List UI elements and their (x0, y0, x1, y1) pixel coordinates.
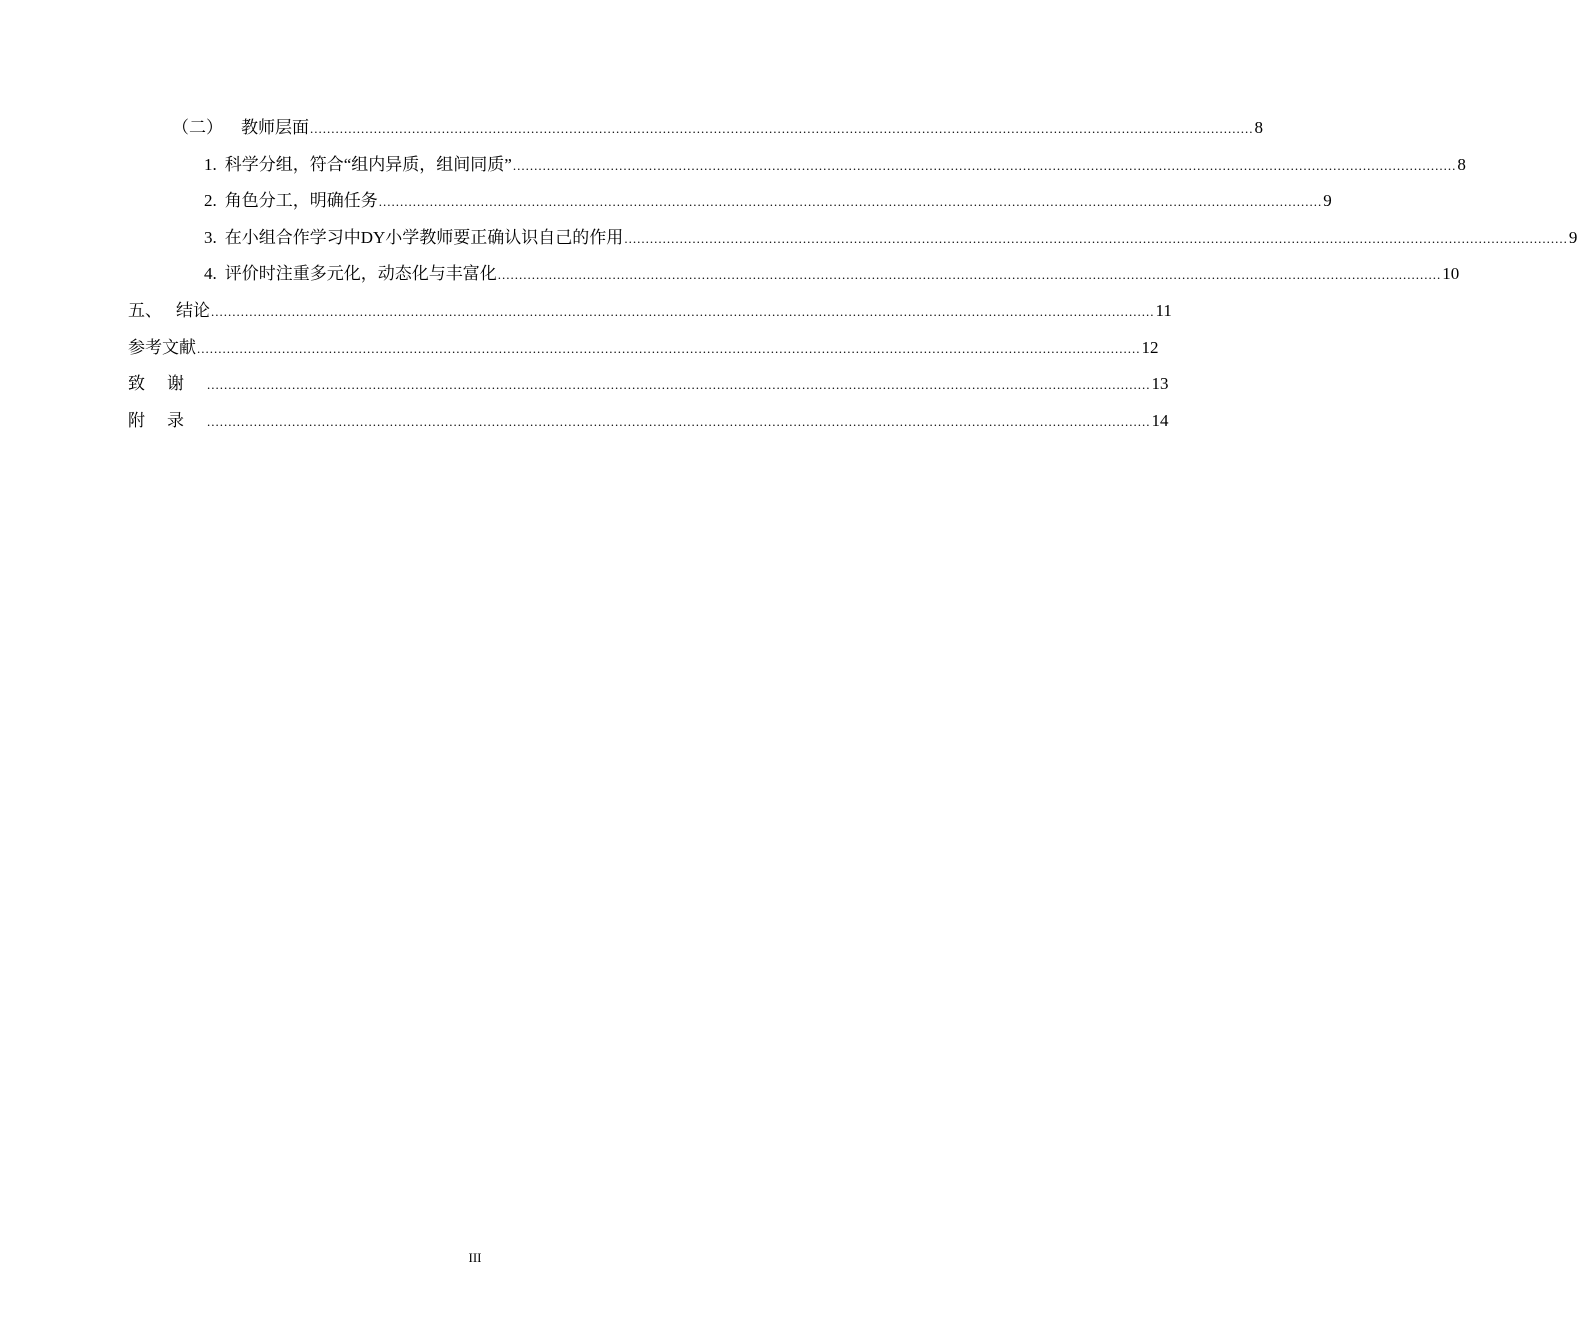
toc-entry-title: 附录 (128, 410, 206, 430)
toc-dot-leader: .............................................................................................................................................................................................................................. (310, 121, 1254, 136)
toc-dot-leader: .............................................................................................................................................................................................................................. (197, 340, 1141, 356)
toc-dot-leader: .............................................................................................................................................................................................................................. (207, 377, 1151, 393)
toc-dot-leader: .............................................................................................................................................................................................................................. (512, 157, 1457, 173)
toc-dot-leader: .............................................................................................................................................................................................................................. (378, 194, 1323, 210)
toc-entry-page: 14 (1151, 410, 1169, 430)
toc-entry-page: 10 (1442, 264, 1460, 284)
page-number-footer: III (468, 1250, 482, 1265)
toc-entry-page: 8 (1254, 118, 1263, 137)
toc-entry-title: 评价时注重多元化，动态化与丰富化 (224, 264, 497, 284)
toc-entry-acknowledgements[interactable] (128, 366, 1169, 403)
toc-entry-title: 科学分组，符合“组内异质，组间同质” (224, 154, 512, 174)
toc-entry-page: 9 (1323, 191, 1332, 211)
toc-entry-page: 11 (1155, 300, 1172, 320)
toc-entry-number: （二） (172, 118, 223, 137)
toc-entry-title: 教师层面 (241, 118, 309, 137)
toc-entry-evaluation[interactable] (128, 256, 1460, 293)
toc-entry-teacher-role[interactable] (128, 220, 1577, 257)
toc-dot-leader: .............................................................................................................................................................................................................................. (207, 413, 1151, 429)
toc-entry-page: 12 (1141, 337, 1159, 357)
toc-entry-title: 参考文献 (128, 337, 196, 357)
toc-entry-grouping[interactable] (128, 147, 1466, 184)
toc-entry-title: 结论 (176, 300, 210, 320)
toc-entry-title: 角色分工，明确任务 (224, 191, 378, 211)
toc-entry-page: 8 (1457, 154, 1466, 174)
table-of-contents (128, 110, 1577, 439)
toc-entry-appendix[interactable] (128, 403, 1169, 440)
toc-entry-number: 2. (204, 191, 217, 211)
toc-entry-roles[interactable] (128, 183, 1332, 220)
toc-entry-number: 3. (204, 227, 217, 247)
toc-entry-conclusion[interactable] (128, 293, 1172, 330)
toc-entry-number: 五、 (128, 300, 162, 320)
toc-entry-references[interactable] (128, 330, 1159, 367)
toc-dot-leader: .............................................................................................................................................................................................................................. (624, 230, 1568, 246)
toc-entry-number: 4. (204, 264, 217, 284)
toc-dot-leader: .............................................................................................................................................................................................................................. (497, 267, 1442, 283)
toc-entry-page: 13 (1151, 374, 1169, 394)
toc-entry-page: 9 (1568, 227, 1577, 247)
toc-entry-title: 在小组合作学习中DY小学教师要正确认识自己的作用 (224, 227, 624, 247)
toc-dot-leader: .............................................................................................................................................................................................................................. (211, 303, 1155, 319)
toc-entry-number: 1. (204, 154, 217, 174)
toc-entry-title: 致谢 (128, 374, 206, 394)
toc-entry-teacher-level[interactable] (128, 110, 1263, 147)
